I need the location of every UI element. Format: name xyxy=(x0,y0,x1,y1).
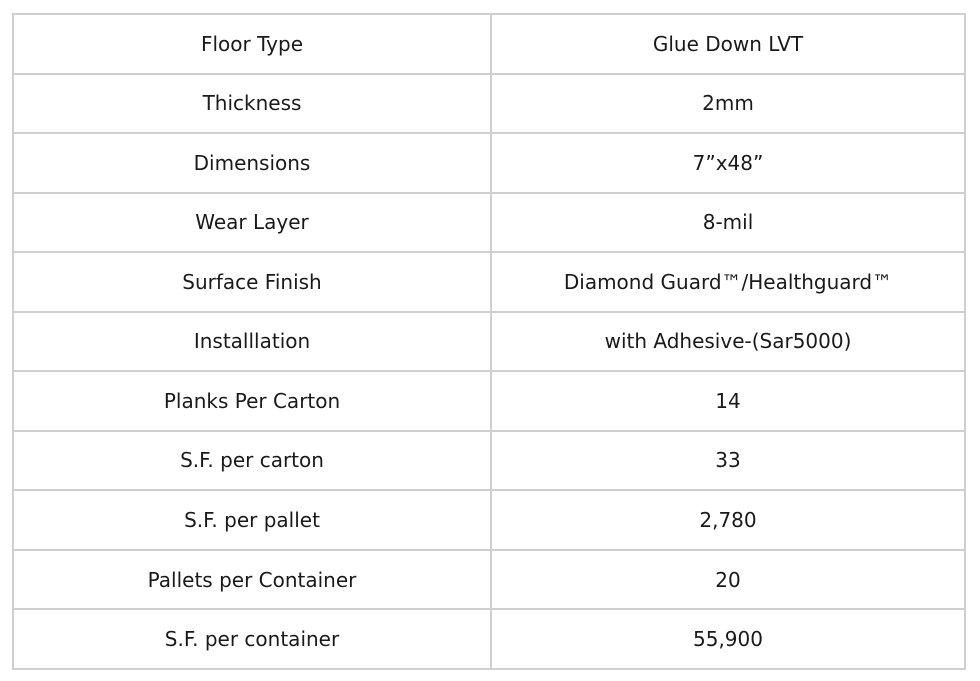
table-row xyxy=(13,14,965,74)
table-row xyxy=(13,431,965,491)
spec-value: 55,900 xyxy=(491,609,965,669)
spec-label: Pallets per Container xyxy=(13,550,491,610)
spec-value: 14 xyxy=(491,371,965,431)
spec-value: Diamond Guard™/Healthguard™ xyxy=(491,252,965,312)
spec-value: 7”x48” xyxy=(491,133,965,193)
spec-label: Floor Type xyxy=(13,14,491,74)
spec-label: S.F. per carton xyxy=(13,431,491,491)
spec-value: 2,780 xyxy=(491,490,965,550)
spec-label: S.F. per container xyxy=(13,609,491,669)
spec-label: Surface Finish xyxy=(13,252,491,312)
spec-value: 2mm xyxy=(491,74,965,134)
table-row xyxy=(13,490,965,550)
table-row xyxy=(13,371,965,431)
spec-value: Glue Down LVT xyxy=(491,14,965,74)
product-spec-table xyxy=(12,13,966,670)
spec-value: 20 xyxy=(491,550,965,610)
table-row xyxy=(13,609,965,669)
spec-label: Wear Layer xyxy=(13,193,491,253)
spec-value: 8-mil xyxy=(491,193,965,253)
table-row xyxy=(13,550,965,610)
spec-label: Installlation xyxy=(13,312,491,372)
table-row xyxy=(13,312,965,372)
spec-label: Dimensions xyxy=(13,133,491,193)
spec-label: Planks Per Carton xyxy=(13,371,491,431)
spec-label: S.F. per pallet xyxy=(13,490,491,550)
spec-value: with Adhesive-(Sar5000) xyxy=(491,312,965,372)
table-row xyxy=(13,193,965,253)
table-row xyxy=(13,74,965,134)
table-row xyxy=(13,252,965,312)
spec-value: 33 xyxy=(491,431,965,491)
table-row xyxy=(13,133,965,193)
spec-label: Thickness xyxy=(13,74,491,134)
